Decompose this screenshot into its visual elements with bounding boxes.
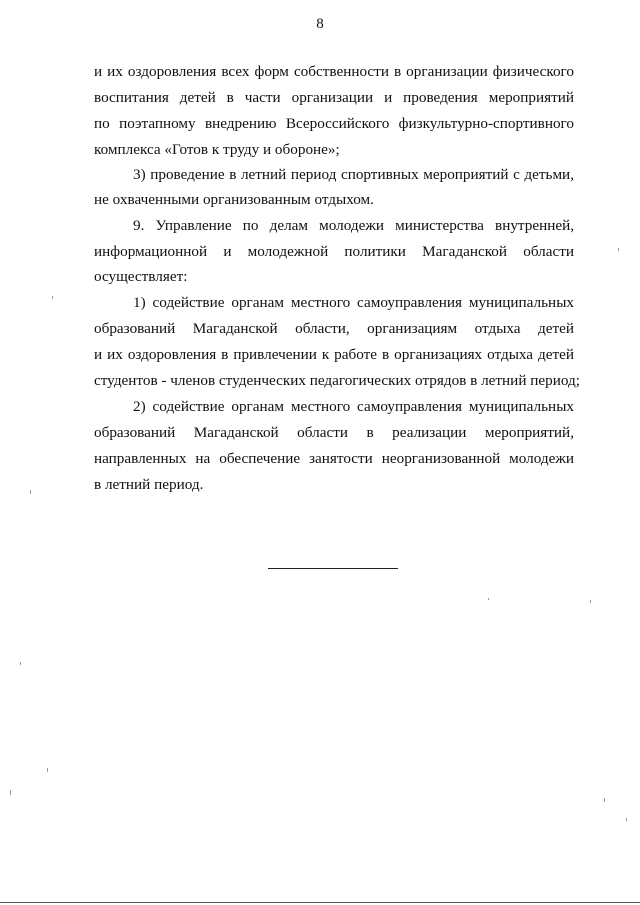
text-line: направленных на обеспечение занятости неорганизованной молодежи: [94, 450, 574, 467]
text-line: не охваченными организованным отдыхом.: [94, 191, 374, 208]
scan-speck: [626, 818, 627, 821]
scan-speck: [604, 798, 605, 802]
text-line: по поэтапному внедрению Всероссийского физкультурно-спортивного: [94, 115, 574, 132]
text-line: образований Магаданской области, организациям отдыха детей: [94, 320, 574, 337]
text-line: комплекса «Готов к труду и обороне»;: [94, 141, 340, 158]
scan-speck: [30, 490, 31, 494]
text-line: 3) проведение в летний период спортивных мероприятий с детьми,: [133, 166, 574, 183]
text-line: осуществляет:: [94, 268, 188, 285]
text-line: информационной и молодежной политики Магаданской области: [94, 243, 574, 260]
scan-speck: [52, 296, 53, 299]
scan-speck: [618, 248, 619, 251]
text-line: 1) содействие органам местного самоуправления муниципальных: [133, 294, 574, 311]
scan-speck: [47, 768, 48, 772]
text-line: студентов - членов студенческих педагогических отрядов в летний период;: [94, 372, 580, 389]
page-number: 8: [316, 16, 324, 32]
end-of-text-rule: [268, 568, 398, 569]
scan-speck: [20, 662, 21, 665]
text-line: и их оздоровления в привлечении к работе в организациях отдыха детей: [94, 346, 574, 363]
text-line: воспитания детей в части организации и проведения мероприятий: [94, 89, 574, 106]
scan-speck: [10, 790, 11, 795]
text-line: 9. Управление по делам молодежи министерства внутренней,: [133, 217, 574, 234]
text-line: и их оздоровления всех форм собственности в организации физического: [94, 63, 574, 80]
scan-bottom-edge: [0, 902, 640, 903]
scan-speck: [590, 600, 591, 603]
scan-speck: [488, 598, 489, 600]
text-line: в летний период.: [94, 476, 204, 493]
text-line: образований Магаданской области в реализации мероприятий,: [94, 424, 574, 441]
text-line: 2) содействие органам местного самоуправления муниципальных: [133, 398, 574, 415]
